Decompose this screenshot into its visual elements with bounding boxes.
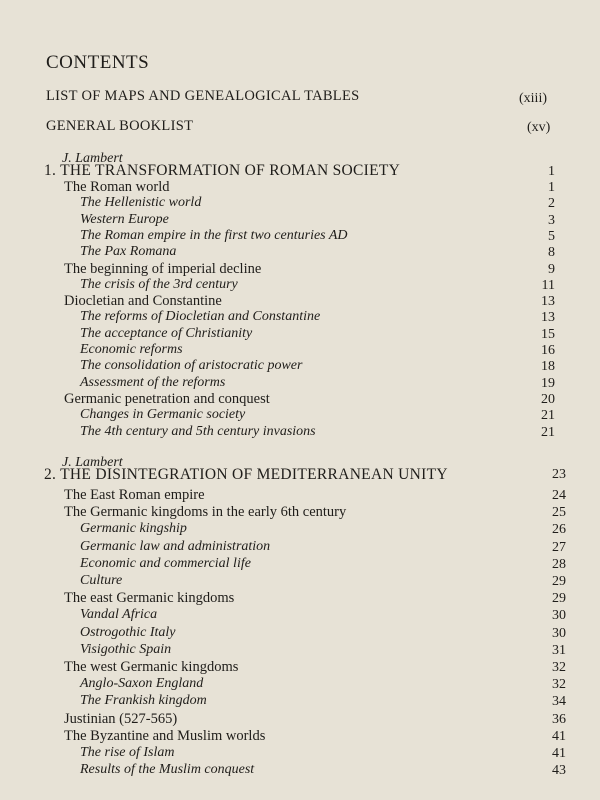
toc-entry-sub: Economic and commercial life bbox=[80, 555, 251, 571]
page-title: CONTENTS bbox=[46, 52, 150, 73]
toc-entry-sub: Ostrogothic Italy bbox=[80, 624, 176, 640]
toc-page-number: 1 bbox=[548, 180, 555, 195]
toc-page-number: 43 bbox=[552, 763, 566, 779]
toc-entry-section: The East Roman empire bbox=[64, 487, 205, 503]
toc-page-number: 3 bbox=[548, 212, 555, 228]
toc-page-number: 21 bbox=[541, 424, 555, 440]
toc-page-number: 8 bbox=[548, 245, 555, 261]
toc-entry-sub: Visigothic Spain bbox=[80, 641, 172, 657]
toc-entry-section: The east Germanic kingdoms bbox=[64, 590, 235, 607]
toc-entry-section: The west Germanic kingdoms bbox=[64, 659, 239, 675]
toc-entry-sub: Western Europe bbox=[80, 211, 169, 227]
toc-entry-sub: The consolidation of aristocratic power bbox=[80, 358, 303, 374]
toc-page-number: 29 bbox=[552, 574, 566, 589]
chapter-heading: 2. THE DISINTEGRATION OF MEDITERRANEAN UNITY bbox=[44, 466, 448, 483]
toc-entry-sub: Anglo-Saxon England bbox=[80, 676, 204, 692]
toc-entry-sub: The 4th century and 5th century invasions bbox=[80, 423, 316, 439]
toc-page-number: 30 bbox=[552, 608, 566, 624]
toc-entry-sub: The crisis of the 3rd century bbox=[80, 276, 238, 292]
toc-entry-sub: Vandal Africa bbox=[80, 607, 158, 623]
toc-page-number: 11 bbox=[541, 277, 555, 293]
toc-entry-section: The Roman world bbox=[64, 179, 170, 195]
toc-page-number: 25 bbox=[552, 505, 566, 521]
toc-entry-sub: The Pax Romana bbox=[80, 244, 177, 260]
toc-page-number: 41 bbox=[552, 746, 566, 761]
toc-page-number: 5 bbox=[548, 228, 555, 244]
front-matter-booklist-page: (xv) bbox=[527, 120, 551, 135]
toc-page-number: 41 bbox=[552, 728, 566, 744]
toc-page-number: 9 bbox=[548, 261, 555, 277]
chapter-page-number: 23 bbox=[552, 467, 566, 482]
toc-entry-sub: The reforms of Diocletian and Constantine bbox=[80, 309, 321, 325]
toc-page-number: 30 bbox=[552, 625, 566, 641]
toc-entry-sub: The Hellenistic world bbox=[80, 195, 202, 211]
toc-page-number: 32 bbox=[552, 660, 566, 675]
toc-page-number: 20 bbox=[541, 391, 555, 407]
toc-page-number: 24 bbox=[552, 488, 566, 503]
toc-page-number: 18 bbox=[541, 359, 555, 375]
toc-entry-sub: Changes in Germanic society bbox=[80, 407, 246, 423]
toc-page-number: 13 bbox=[541, 310, 555, 326]
front-matter-maps: LIST OF MAPS AND GENEALOGICAL TABLES bbox=[46, 88, 360, 104]
toc-entry-section: The Byzantine and Muslim worlds bbox=[64, 727, 266, 744]
toc-entry-section: The Germanic kingdoms in the early 6th century bbox=[64, 504, 347, 521]
chapter-heading: 1. THE TRANSFORMATION OF ROMAN SOCIETY bbox=[44, 162, 401, 179]
toc-entry-sub: Germanic kingship bbox=[80, 521, 187, 537]
chapter-author: J. Lambert bbox=[62, 151, 123, 166]
toc-page-number: 21 bbox=[541, 408, 555, 424]
toc-entry-sub: The acceptance of Christianity bbox=[80, 325, 253, 341]
toc-entry-sub: The Frankish kingdom bbox=[80, 693, 207, 709]
toc-page-number: 2 bbox=[548, 196, 555, 212]
toc-entry-sub: The rise of Islam bbox=[80, 745, 175, 760]
chapter-page-number: 1 bbox=[548, 164, 555, 179]
toc-entry-section: Diocletian and Constantine bbox=[64, 293, 222, 310]
toc-page-number: 32 bbox=[552, 677, 566, 693]
toc-entry-sub: Germanic law and administration bbox=[80, 538, 271, 554]
toc-entry-sub: The Roman empire in the first two centuries AD bbox=[80, 227, 348, 243]
toc-page-number: 26 bbox=[552, 522, 566, 538]
toc-entry-section: Germanic penetration and conquest bbox=[64, 390, 270, 407]
toc-entry-sub: Assessment of the reforms bbox=[80, 374, 226, 390]
toc-entry-section: The beginning of imperial decline bbox=[64, 260, 262, 277]
toc-page-number: 13 bbox=[541, 294, 555, 310]
toc-entry-sub: Economic reforms bbox=[80, 342, 183, 357]
front-matter-maps-page: (xiii) bbox=[519, 91, 547, 106]
toc-entry-sub: Culture bbox=[80, 573, 123, 588]
toc-page-number: 34 bbox=[552, 694, 566, 710]
toc-page-number: 28 bbox=[552, 556, 566, 572]
toc-entry-section: Justinian (527-565) bbox=[64, 710, 178, 727]
toc-page-number: 31 bbox=[552, 642, 566, 658]
toc-page-number: 16 bbox=[541, 343, 555, 358]
toc-entry-sub: Results of the Muslim conquest bbox=[80, 762, 255, 778]
toc-page-number: 29 bbox=[552, 591, 566, 607]
toc-page-number: 27 bbox=[552, 539, 566, 555]
toc-page-number: 36 bbox=[552, 711, 566, 727]
front-matter-booklist: GENERAL BOOKLIST bbox=[46, 118, 194, 134]
toc-page-number: 19 bbox=[541, 375, 555, 391]
chapter-author: J. Lambert bbox=[62, 455, 123, 470]
toc-page-number: 15 bbox=[541, 326, 555, 342]
